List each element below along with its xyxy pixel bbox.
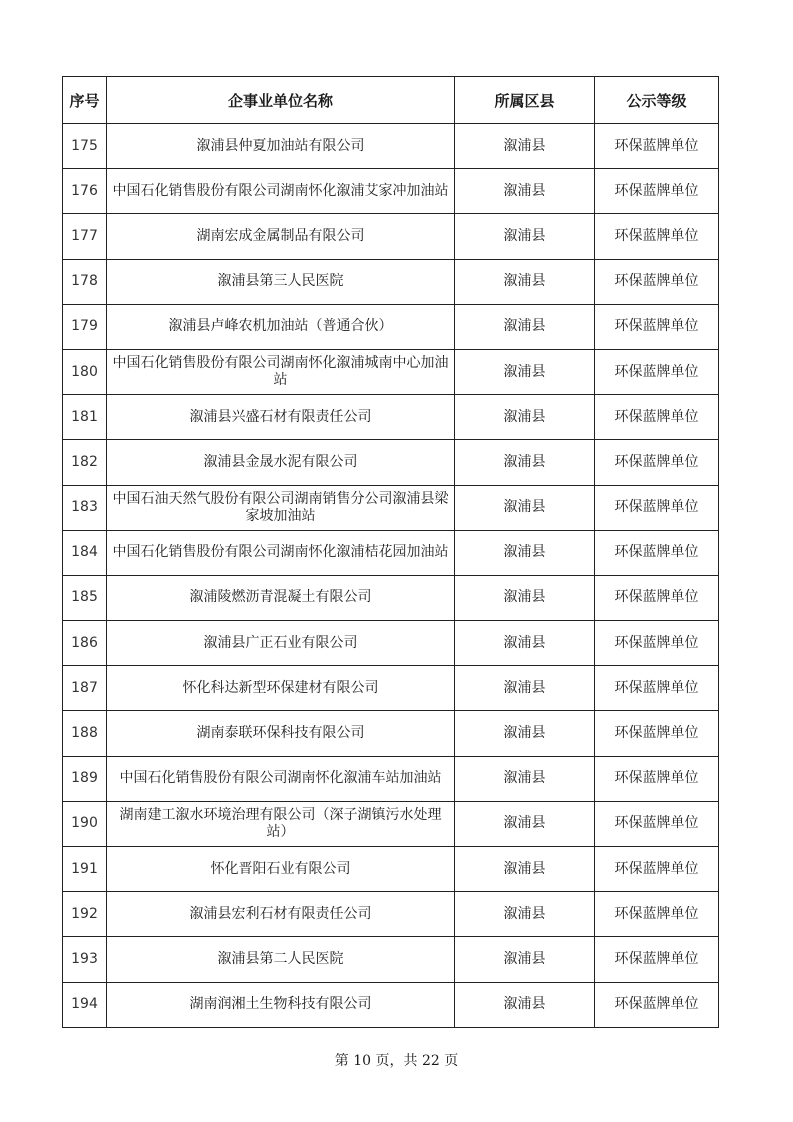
row-level: 环保蓝牌单位 (595, 259, 719, 304)
row-level: 环保蓝牌单位 (595, 756, 719, 801)
row-level: 环保蓝牌单位 (595, 214, 719, 259)
row-county: 溆浦县 (455, 124, 595, 169)
row-serial: 179 (63, 304, 107, 349)
row-county: 溆浦县 (455, 349, 595, 394)
row-county: 溆浦县 (455, 621, 595, 666)
table-row (63, 982, 719, 1027)
row-level: 环保蓝牌单位 (595, 892, 719, 937)
row-county: 溆浦县 (455, 575, 595, 620)
table-row (63, 530, 719, 575)
row-level: 环保蓝牌单位 (595, 349, 719, 394)
table-row (63, 214, 719, 259)
page-footer: 第 10 页，共 22 页 (334, 1053, 459, 1069)
table-row (63, 485, 719, 530)
table-row (63, 621, 719, 666)
enterprise-table (62, 76, 719, 1028)
row-level: 环保蓝牌单位 (595, 169, 719, 214)
row-serial: 184 (63, 530, 107, 575)
table-row (63, 304, 719, 349)
row-county: 溆浦县 (455, 756, 595, 801)
header-serial: 序号 (63, 77, 107, 124)
row-name: 溆浦县兴盛石材有限责任公司 (107, 395, 455, 440)
table-row (63, 756, 719, 801)
row-county: 溆浦县 (455, 304, 595, 349)
row-serial: 181 (63, 395, 107, 440)
row-county: 溆浦县 (455, 440, 595, 485)
row-county: 溆浦县 (455, 485, 595, 530)
row-serial: 185 (63, 575, 107, 620)
document-page (62, 76, 718, 1028)
row-county: 溆浦县 (455, 169, 595, 214)
row-serial: 190 (63, 801, 107, 846)
row-level: 环保蓝牌单位 (595, 304, 719, 349)
row-county: 溆浦县 (455, 214, 595, 259)
row-level: 环保蓝牌单位 (595, 395, 719, 440)
row-serial: 191 (63, 847, 107, 892)
table-row (63, 847, 719, 892)
row-level: 环保蓝牌单位 (595, 847, 719, 892)
header-name: 企事业单位名称 (107, 77, 455, 124)
row-name: 溆浦县仲夏加油站有限公司 (107, 124, 455, 169)
row-name: 湖南宏成金属制品有限公司 (107, 214, 455, 259)
table-row (63, 892, 719, 937)
row-serial: 187 (63, 666, 107, 711)
row-county: 溆浦县 (455, 711, 595, 756)
row-serial: 182 (63, 440, 107, 485)
row-serial: 175 (63, 124, 107, 169)
row-level: 环保蓝牌单位 (595, 801, 719, 846)
row-name: 湖南建工溆水环境治理有限公司（深子湖镇污水处理站） (107, 801, 455, 846)
table-row (63, 575, 719, 620)
row-level: 环保蓝牌单位 (595, 440, 719, 485)
row-name: 溆浦县第三人民医院 (107, 259, 455, 304)
table-row (63, 801, 719, 846)
row-name: 湖南泰联环保科技有限公司 (107, 711, 455, 756)
table-row (63, 937, 719, 982)
row-name: 中国石化销售股份有限公司湖南怀化溆浦车站加油站 (107, 756, 455, 801)
table-row (63, 259, 719, 304)
row-serial: 189 (63, 756, 107, 801)
row-name: 溆浦县卢峰农机加油站（普通合伙） (107, 304, 455, 349)
row-county: 溆浦县 (455, 395, 595, 440)
row-serial: 180 (63, 349, 107, 394)
header-county: 所属区县 (455, 77, 595, 124)
row-serial: 183 (63, 485, 107, 530)
row-county: 溆浦县 (455, 530, 595, 575)
row-county: 溆浦县 (455, 259, 595, 304)
table-row (63, 711, 719, 756)
row-serial: 193 (63, 937, 107, 982)
table-header-row (63, 77, 719, 124)
row-name: 湖南润湘土生物科技有限公司 (107, 982, 455, 1027)
row-level: 环保蓝牌单位 (595, 982, 719, 1027)
row-county: 溆浦县 (455, 937, 595, 982)
row-name: 中国石化销售股份有限公司湖南怀化溆浦城南中心加油站 (107, 349, 455, 394)
row-level: 环保蓝牌单位 (595, 530, 719, 575)
row-name: 中国石油天然气股份有限公司湖南销售分公司溆浦县梁家坡加油站 (107, 485, 455, 530)
row-name: 怀化科达新型环保建材有限公司 (107, 666, 455, 711)
table-row (63, 395, 719, 440)
row-serial: 177 (63, 214, 107, 259)
row-level: 环保蓝牌单位 (595, 575, 719, 620)
row-county: 溆浦县 (455, 892, 595, 937)
row-level: 环保蓝牌单位 (595, 485, 719, 530)
row-level: 环保蓝牌单位 (595, 666, 719, 711)
table-row (63, 440, 719, 485)
row-name: 溆浦县第二人民医院 (107, 937, 455, 982)
table-row (63, 666, 719, 711)
table-row (63, 124, 719, 169)
row-serial: 186 (63, 621, 107, 666)
row-county: 溆浦县 (455, 847, 595, 892)
row-serial: 188 (63, 711, 107, 756)
row-county: 溆浦县 (455, 982, 595, 1027)
row-county: 溆浦县 (455, 666, 595, 711)
row-name: 怀化晋阳石业有限公司 (107, 847, 455, 892)
table-row (63, 169, 719, 214)
row-name: 溆浦县广正石业有限公司 (107, 621, 455, 666)
row-name: 溆浦县宏利石材有限责任公司 (107, 892, 455, 937)
row-level: 环保蓝牌单位 (595, 711, 719, 756)
row-name: 中国石化销售股份有限公司湖南怀化溆浦艾家冲加油站 (107, 169, 455, 214)
row-serial: 176 (63, 169, 107, 214)
row-name: 溆浦陵燃沥青混凝土有限公司 (107, 575, 455, 620)
row-county: 溆浦县 (455, 801, 595, 846)
row-name: 溆浦县金晟水泥有限公司 (107, 440, 455, 485)
row-level: 环保蓝牌单位 (595, 124, 719, 169)
row-level: 环保蓝牌单位 (595, 937, 719, 982)
row-serial: 192 (63, 892, 107, 937)
table-row (63, 349, 719, 394)
row-serial: 194 (63, 982, 107, 1027)
row-name: 中国石化销售股份有限公司湖南怀化溆浦桔花园加油站 (107, 530, 455, 575)
row-serial: 178 (63, 259, 107, 304)
header-level: 公示等级 (595, 77, 719, 124)
row-level: 环保蓝牌单位 (595, 621, 719, 666)
